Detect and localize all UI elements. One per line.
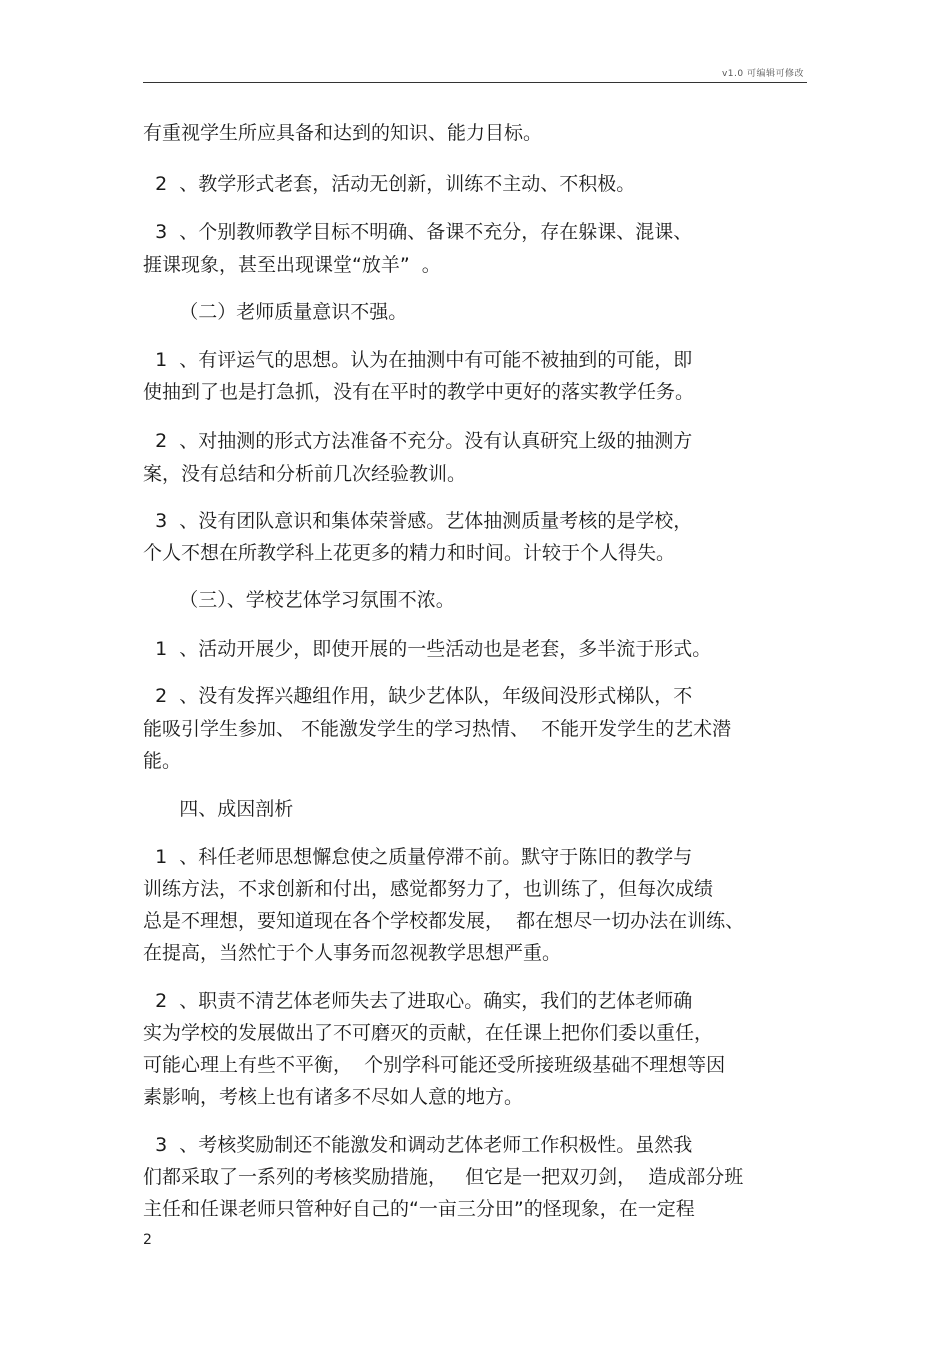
text-line: 捱课现象，甚至出现课堂“放羊” 。 <box>143 254 441 276</box>
header-version: v1.0 可编辑可修改 <box>721 69 804 79</box>
text-line: 训练方法，不求创新和付出，感觉都努力了，也训练了，但每次成绩 <box>143 878 714 900</box>
text-line: 使抽到了也是打急抓，没有在平时的教学中更好的落实教学任务。 <box>143 381 695 403</box>
text-line: 3 、没有团队意识和集体荣誉感。艺体抽测质量考核的是学校， <box>143 510 693 532</box>
section-heading: （二）老师质量意识不强。 <box>143 301 408 323</box>
text-line: 1 、科任老师思想懈怠使之质量停滞不前。默守于陈旧的教学与 <box>143 846 693 868</box>
text-line: 能。 <box>143 750 182 772</box>
page-number: 2 <box>143 1232 152 1248</box>
text-line: 总是不理想，要知道现在各个学校都发展， 都在想尽一切办法在训练、 <box>143 910 745 932</box>
text-line: 案，没有总结和分析前几次经验教训。 <box>143 463 467 485</box>
text-line: 2 、教学形式老套，活动无创新，训练不主动、不积极。 <box>143 173 636 195</box>
header-divider <box>143 82 807 83</box>
text-line: 主任和任课老师只管种好自己的“一亩三分田”的怪现象，在一定程 <box>143 1198 695 1220</box>
text-line: 可能心理上有些不平衡， 个别学科可能还受所接班级基础不理想等因 <box>143 1054 726 1076</box>
text-line: 2 、对抽测的形式方法准备不充分。没有认真研究上级的抽测方 <box>143 430 693 452</box>
text-line: 在提高，当然忙于个人事务而忽视教学思想严重。 <box>143 942 562 964</box>
text-line: 3 、考核奖励制还不能激发和调动艺体老师工作积极性。虽然我 <box>143 1134 693 1156</box>
text-line: 1 、活动开展少，即使开展的一些活动也是老套，多半流于形式。 <box>143 638 712 660</box>
text-line: 实为学校的发展做出了不可磨灭的贡献，在任课上把你们委以重任， <box>143 1022 714 1044</box>
text-line: 1 、有评运气的思想。认为在抽测中有可能不被抽到的可能，即 <box>143 349 693 371</box>
text-line: 2 、职责不清艺体老师失去了进取心。确实，我们的艺体老师确 <box>143 990 693 1012</box>
text-line: 个人不想在所教学科上花更多的精力和时间。计较于个人得失。 <box>143 542 676 564</box>
text-line: 有重视学生所应具备和达到的知识、能力目标。 <box>143 122 543 144</box>
text-line: 们都采取了一系列的考核奖励措施， 但它是一把双刃剑， 造成部分班 <box>143 1166 744 1188</box>
section-heading: 四、成因剖析 <box>143 798 294 820</box>
section-heading: （三）、学校艺体学习氛围不浓。 <box>143 589 455 611</box>
text-line: 3 、个别教师教学目标不明确、备课不充分，存在躲课、混课、 <box>143 221 693 243</box>
text-line: 能吸引学生参加、 不能激发学生的学习热情、 不能开发学生的艺术潜 <box>143 718 732 740</box>
text-line: 2 、没有发挥兴趣组作用，缺少艺体队，年级间没形式梯队，不 <box>143 685 693 707</box>
text-line: 素影响，考核上也有诸多不尽如人意的地方。 <box>143 1086 524 1108</box>
